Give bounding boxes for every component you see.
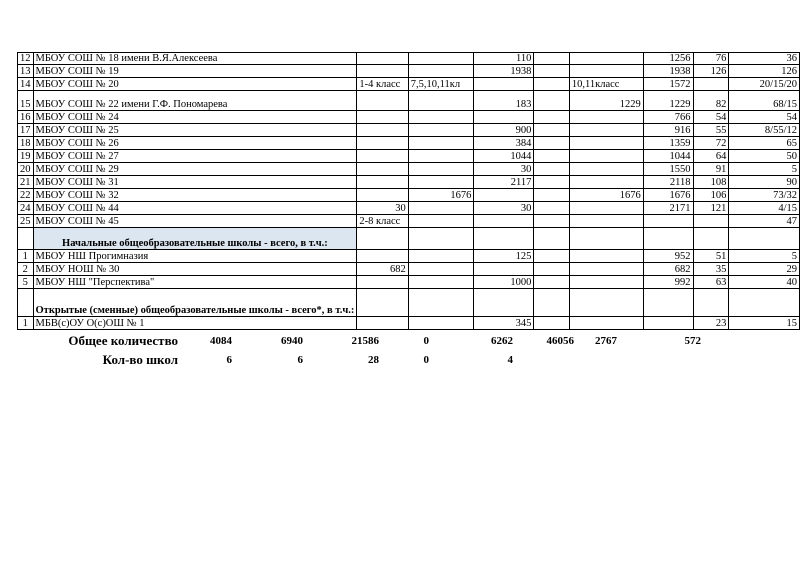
school-name: МБОУ СОШ № 25 — [33, 124, 357, 137]
value-cell — [474, 215, 534, 228]
school-name: МБОУ СОШ № 45 — [33, 215, 357, 228]
value-cell — [534, 276, 570, 289]
school-name: МБОУ СОШ № 44 — [33, 202, 357, 215]
value-cell — [643, 289, 693, 317]
school-name: МБОУ НОШ № 30 — [33, 263, 357, 276]
table-row — [18, 202, 800, 215]
value-cell — [408, 289, 474, 317]
value-cell: 55 — [693, 124, 729, 137]
table-row — [18, 176, 800, 189]
value-cell: 1044 — [643, 150, 693, 163]
value-cell: 1938 — [643, 65, 693, 78]
row-number — [18, 228, 34, 250]
value-cell: 30 — [474, 202, 534, 215]
value-cell: 73/32 — [729, 189, 800, 202]
value-cell: 682 — [357, 263, 408, 276]
value-cell — [357, 111, 408, 124]
value-cell — [408, 163, 474, 176]
value-cell: 30 — [474, 163, 534, 176]
row-number: 15 — [18, 91, 34, 111]
school-name: МБОУ СОШ № 24 — [33, 111, 357, 124]
value-cell — [534, 189, 570, 202]
school-name: МБОУ СОШ № 19 — [33, 65, 357, 78]
value-cell — [408, 150, 474, 163]
value-cell — [357, 250, 408, 263]
total-value: 2767 — [595, 335, 617, 347]
value-cell — [534, 163, 570, 176]
value-cell — [474, 111, 534, 124]
value-cell — [534, 111, 570, 124]
value-cell: 8/55/12 — [729, 124, 800, 137]
value-cell — [474, 78, 534, 91]
value-cell: 125 — [474, 250, 534, 263]
value-cell — [569, 250, 643, 263]
value-cell: 1572 — [643, 78, 693, 91]
value-cell — [534, 150, 570, 163]
value-cell — [643, 317, 693, 330]
value-cell: 1938 — [474, 65, 534, 78]
total-value: 6262 — [491, 335, 513, 347]
value-cell: 1229 — [643, 91, 693, 111]
value-cell: 5 — [729, 250, 800, 263]
section-header-row — [18, 228, 800, 250]
value-cell — [569, 289, 643, 317]
value-cell — [474, 289, 534, 317]
table-row — [18, 65, 800, 78]
row-number: 18 — [18, 137, 34, 150]
school-name: МБОУ НШ "Перспектива" — [33, 276, 357, 289]
value-cell — [534, 65, 570, 78]
value-cell: 1229 — [569, 91, 643, 111]
value-cell — [357, 317, 408, 330]
row-number: 17 — [18, 124, 34, 137]
value-cell: 47 — [729, 215, 800, 228]
value-cell: 10,11класс — [569, 78, 643, 91]
value-cell: 72 — [693, 137, 729, 150]
total-value: 0 — [423, 335, 429, 347]
table-row — [18, 317, 800, 330]
row-number: 20 — [18, 163, 34, 176]
section-header-row — [18, 289, 800, 317]
value-cell: 2171 — [643, 202, 693, 215]
table-row — [18, 53, 800, 65]
value-cell: 121 — [693, 202, 729, 215]
totals-label: Общее количество — [68, 333, 178, 348]
count-value: 28 — [368, 354, 379, 366]
value-cell: 992 — [643, 276, 693, 289]
value-cell: 36 — [729, 53, 800, 65]
value-cell: 20/15/20 — [729, 78, 800, 91]
value-cell: 183 — [474, 91, 534, 111]
value-cell — [569, 65, 643, 78]
table-row — [18, 215, 800, 228]
school-name: МБОУ СОШ № 32 — [33, 189, 357, 202]
value-cell — [569, 176, 643, 189]
value-cell — [569, 53, 643, 65]
value-cell — [569, 215, 643, 228]
value-cell — [474, 263, 534, 276]
total-value: 46056 — [546, 335, 574, 347]
value-cell — [534, 202, 570, 215]
value-cell — [569, 228, 643, 250]
value-cell — [357, 163, 408, 176]
value-cell: 2-8 класс — [357, 215, 408, 228]
school-name: МБВ(с)ОУ О(с)ОШ № 1 — [33, 317, 357, 330]
table-row — [18, 163, 800, 176]
value-cell: 82 — [693, 91, 729, 111]
value-cell — [569, 150, 643, 163]
value-cell: 110 — [474, 53, 534, 65]
value-cell — [357, 276, 408, 289]
table-row — [18, 124, 800, 137]
table-row — [18, 137, 800, 150]
row-number: 2 — [18, 263, 34, 276]
value-cell — [729, 228, 800, 250]
value-cell — [534, 317, 570, 330]
value-cell: 1676 — [569, 189, 643, 202]
school-name: МБОУ НШ Прогимназия — [33, 250, 357, 263]
value-cell: 51 — [693, 250, 729, 263]
value-cell: 1359 — [643, 137, 693, 150]
count-label: Кол-во школ — [102, 352, 178, 367]
value-cell: 4/15 — [729, 202, 800, 215]
row-number: 16 — [18, 111, 34, 124]
count-value: 6 — [297, 354, 303, 366]
count-value: 0 — [423, 354, 429, 366]
row-number: 14 — [18, 78, 34, 91]
value-cell — [357, 176, 408, 189]
school-name: МБОУ СОШ № 26 — [33, 137, 357, 150]
school-name: МБОУ СОШ № 20 — [33, 78, 357, 91]
table-row — [18, 263, 800, 276]
total-value: 21586 — [351, 335, 379, 347]
value-cell: 7,5,10,11кл — [408, 78, 474, 91]
value-cell: 916 — [643, 124, 693, 137]
value-cell: 54 — [729, 111, 800, 124]
school-name: МБОУ СОШ № 29 — [33, 163, 357, 176]
value-cell: 91 — [693, 163, 729, 176]
value-cell: 64 — [693, 150, 729, 163]
value-cell — [357, 289, 408, 317]
value-cell: 65 — [729, 137, 800, 150]
value-cell — [357, 189, 408, 202]
count-value: 4 — [507, 354, 513, 366]
value-cell — [408, 317, 474, 330]
row-number: 1 — [18, 317, 34, 330]
value-cell: 1256 — [643, 53, 693, 65]
table-row — [18, 111, 800, 124]
value-cell — [569, 263, 643, 276]
value-cell — [534, 228, 570, 250]
value-cell — [693, 215, 729, 228]
value-cell — [534, 176, 570, 189]
school-name: МБОУ СОШ № 22 имени Г.Ф. Пономарева — [33, 91, 357, 111]
value-cell — [569, 202, 643, 215]
value-cell: 1000 — [474, 276, 534, 289]
value-cell: 29 — [729, 263, 800, 276]
value-cell: 63 — [693, 276, 729, 289]
value-cell — [693, 289, 729, 317]
value-cell: 106 — [693, 189, 729, 202]
value-cell — [357, 91, 408, 111]
value-cell: 682 — [643, 263, 693, 276]
value-cell — [408, 276, 474, 289]
value-cell — [357, 124, 408, 137]
value-cell — [408, 263, 474, 276]
row-number: 24 — [18, 202, 34, 215]
total-value: 4084 — [210, 335, 232, 347]
row-number: 13 — [18, 65, 34, 78]
value-cell — [693, 78, 729, 91]
row-number: 21 — [18, 176, 34, 189]
value-cell: 68/15 — [729, 91, 800, 111]
school-name: МБОУ СОШ № 18 имени В.Я.Алексеева — [33, 53, 357, 65]
value-cell — [569, 124, 643, 137]
value-cell — [408, 91, 474, 111]
table-row — [18, 189, 800, 202]
value-cell: 35 — [693, 263, 729, 276]
value-cell: 76 — [693, 53, 729, 65]
value-cell: 345 — [474, 317, 534, 330]
row-number: 25 — [18, 215, 34, 228]
value-cell — [408, 228, 474, 250]
school-name: МБОУ СОШ № 27 — [33, 150, 357, 163]
value-cell — [474, 189, 534, 202]
value-cell — [474, 228, 534, 250]
value-cell — [569, 111, 643, 124]
value-cell: 50 — [729, 150, 800, 163]
value-cell: 900 — [474, 124, 534, 137]
value-cell — [408, 250, 474, 263]
value-cell — [569, 317, 643, 330]
value-cell — [408, 215, 474, 228]
value-cell — [534, 215, 570, 228]
value-cell: 40 — [729, 276, 800, 289]
value-cell: 1550 — [643, 163, 693, 176]
value-cell — [357, 150, 408, 163]
value-cell: 30 — [357, 202, 408, 215]
value-cell — [534, 91, 570, 111]
total-value: 6940 — [281, 335, 303, 347]
row-number: 19 — [18, 150, 34, 163]
value-cell — [534, 78, 570, 91]
row-number — [18, 289, 34, 317]
value-cell — [534, 263, 570, 276]
value-cell — [408, 176, 474, 189]
value-cell — [408, 124, 474, 137]
table-row — [18, 250, 800, 263]
value-cell: 90 — [729, 176, 800, 189]
value-cell — [408, 137, 474, 150]
table-row — [18, 150, 800, 163]
schools-table — [17, 52, 800, 330]
value-cell — [408, 53, 474, 65]
value-cell: 2118 — [643, 176, 693, 189]
school-count-row — [17, 352, 515, 368]
value-cell — [729, 289, 800, 317]
value-cell — [534, 53, 570, 65]
value-cell: 15 — [729, 317, 800, 330]
row-number: 22 — [18, 189, 34, 202]
value-cell — [569, 163, 643, 176]
value-cell — [357, 65, 408, 78]
value-cell: 108 — [693, 176, 729, 189]
value-cell: 384 — [474, 137, 534, 150]
value-cell: 5 — [729, 163, 800, 176]
value-cell: 126 — [693, 65, 729, 78]
value-cell: 1-4 класс — [357, 78, 408, 91]
value-cell — [357, 228, 408, 250]
value-cell: 1676 — [643, 189, 693, 202]
value-cell — [693, 228, 729, 250]
value-cell — [534, 289, 570, 317]
section-title: Открытые (сменные) общеобразовательные школы - всего*, в т.ч.: — [33, 289, 357, 317]
value-cell — [569, 276, 643, 289]
count-value: 6 — [226, 354, 232, 366]
table-row — [18, 91, 800, 111]
value-cell: 1676 — [408, 189, 474, 202]
value-cell — [408, 65, 474, 78]
row-number: 5 — [18, 276, 34, 289]
value-cell: 2117 — [474, 176, 534, 189]
value-cell — [534, 137, 570, 150]
table-row — [18, 78, 800, 91]
value-cell: 54 — [693, 111, 729, 124]
value-cell: 952 — [643, 250, 693, 263]
value-cell — [408, 111, 474, 124]
value-cell — [357, 137, 408, 150]
value-cell: 1044 — [474, 150, 534, 163]
value-cell — [534, 124, 570, 137]
value-cell — [643, 215, 693, 228]
value-cell — [643, 228, 693, 250]
school-name: МБОУ СОШ № 31 — [33, 176, 357, 189]
section-title: Начальные общеобразовательные школы - всего, в т.ч.: — [33, 228, 357, 250]
value-cell: 126 — [729, 65, 800, 78]
value-cell — [534, 250, 570, 263]
totals-row — [17, 333, 703, 349]
value-cell: 766 — [643, 111, 693, 124]
value-cell: 23 — [693, 317, 729, 330]
row-number: 12 — [18, 53, 34, 65]
table-row — [18, 276, 800, 289]
value-cell — [408, 202, 474, 215]
value-cell — [357, 53, 408, 65]
value-cell — [569, 137, 643, 150]
total-value: 572 — [684, 335, 701, 347]
row-number: 1 — [18, 250, 34, 263]
